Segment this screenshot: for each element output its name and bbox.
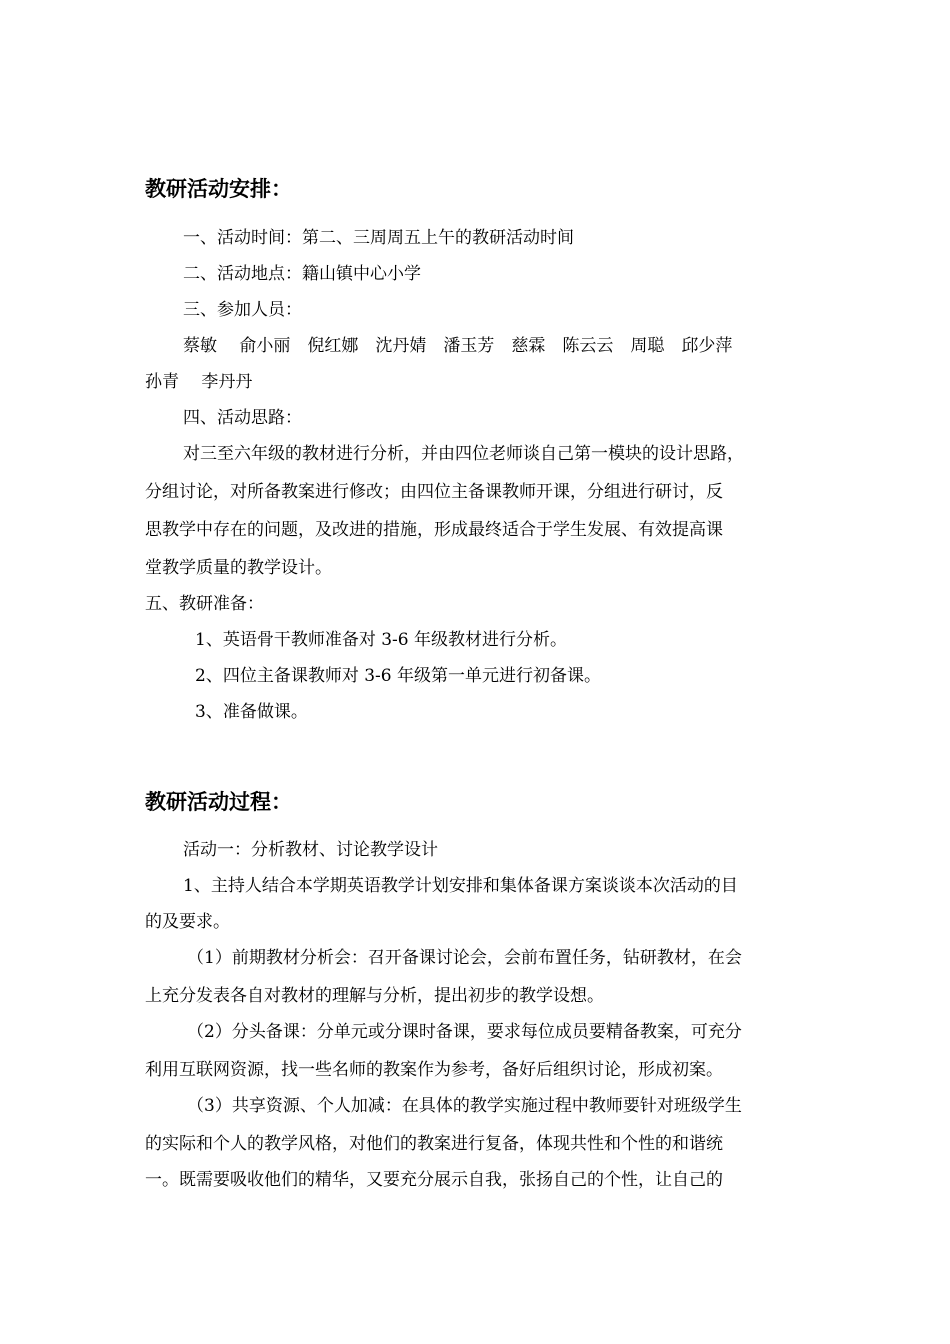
host-paragraph-line: 1、主持人结合本学期英语教学计划安排和集体备课方案谈谈本次活动的目 — [183, 876, 738, 896]
sub-item-3-line: 一。既需要吸收他们的精华，又要充分展示自我，张扬自己的个性，让自己的 — [145, 1170, 723, 1190]
idea-paragraph-line: 对三至六年级的教材进行分析，并由四位老师谈自己第一模块的设计思路， — [183, 444, 744, 464]
activity-time: 一、活动时间：第二、三周周五上午的教研活动时间 — [183, 228, 574, 248]
prep-item: 2、四位主备课教师对 3-6 年级第一单元进行初备课。 — [195, 666, 601, 686]
sub-item-1-line: （1）前期教材分析会：召开备课讨论会，会前布置任务，钻研教材，在会 — [187, 948, 742, 968]
participants-list: 蔡敏 俞小丽 倪红娜 沈丹婧 潘玉芳 慈霖 陈云云 周聪 邱少萍 — [183, 336, 733, 356]
sub-item-3-line: 的实际和个人的教学风格，对他们的教案进行复备，体现共性和个性的和谐统 — [145, 1134, 723, 1154]
idea-label: 四、活动思路： — [183, 408, 302, 428]
section-title-process: 教研活动过程： — [145, 790, 292, 814]
participants-list-continued: 孙青 李丹丹 — [145, 372, 253, 392]
activity-place: 二、活动地点：籍山镇中心小学 — [183, 264, 421, 284]
idea-paragraph-line: 分组讨论，对所备教案进行修改；由四位主备课教师开课，分组进行研讨，反 — [145, 482, 723, 502]
prep-item: 1、英语骨干教师准备对 3-6 年级教材进行分析。 — [195, 630, 567, 650]
participants-label: 三、参加人员： — [183, 300, 302, 320]
sub-item-2-line: （2）分头备课：分单元或分课时备课，要求每位成员要精备教案，可充分 — [187, 1022, 742, 1042]
idea-paragraph-line: 堂教学质量的教学设计。 — [145, 558, 332, 578]
host-paragraph-line: 的及要求。 — [145, 912, 230, 932]
sub-item-1-line: 上充分发表各自对教材的理解与分析，提出初步的教学设想。 — [145, 986, 604, 1006]
idea-paragraph-line: 思教学中存在的问题，及改进的措施，形成最终适合于学生发展、有效提高课 — [145, 520, 723, 540]
activity-one-title: 活动一：分析教材、讨论教学设计 — [183, 840, 438, 860]
prep-item: 3、准备做课。 — [195, 702, 308, 722]
sub-item-3-line: （3）共享资源、个人加减：在具体的教学实施过程中教师要针对班级学生 — [187, 1096, 742, 1116]
section-title-arrangement: 教研活动安排： — [145, 177, 292, 201]
sub-item-2-line: 利用互联网资源，找一些名师的教案作为参考，备好后组织讨论，形成初案。 — [145, 1060, 723, 1080]
prep-label: 五、教研准备： — [145, 594, 264, 614]
